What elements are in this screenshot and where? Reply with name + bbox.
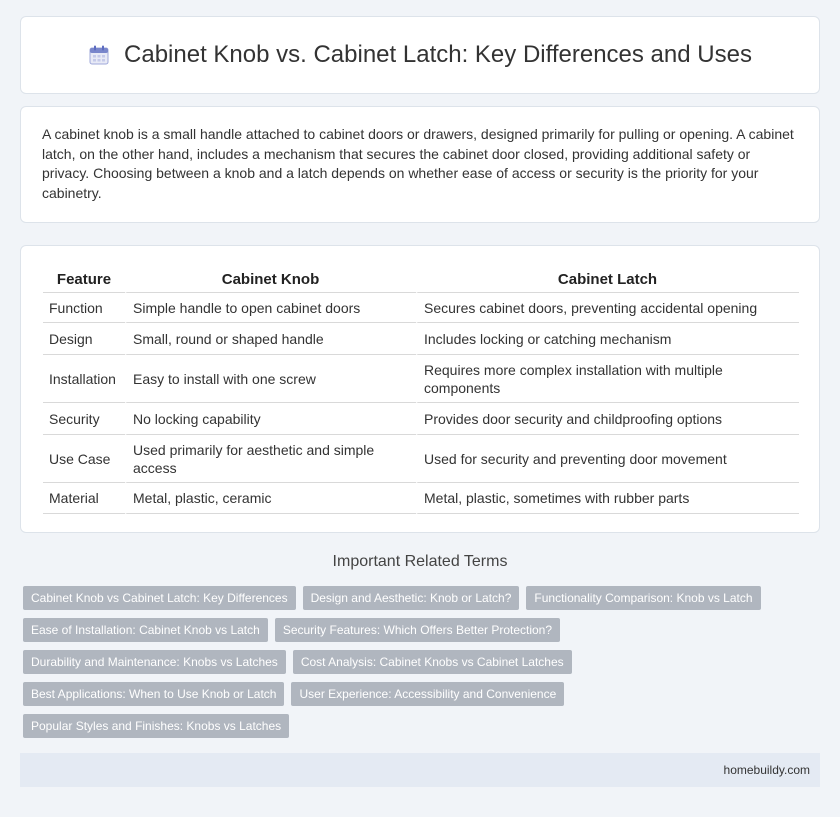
table-cell: Simple handle to open cabinet doors xyxy=(125,292,416,322)
related-tag[interactable]: Durability and Maintenance: Knobs vs Latches xyxy=(23,650,286,674)
related-tag[interactable]: Cabinet Knob vs Cabinet Latch: Key Differences xyxy=(23,586,296,610)
related-tag[interactable]: Design and Aesthetic: Knob or Latch? xyxy=(303,586,520,610)
table-cell: Provides door security and childproofing options xyxy=(416,402,799,434)
title-card xyxy=(20,16,820,94)
comparison-table xyxy=(43,266,799,514)
related-terms-tags xyxy=(23,586,823,746)
table-cell: Design xyxy=(43,322,125,354)
table-row xyxy=(43,402,799,434)
table-cell: Use Case xyxy=(43,434,125,482)
header-cabinet-knob: Cabinet Knob xyxy=(221,270,320,288)
table-header-row xyxy=(43,266,799,292)
related-tag[interactable]: Best Applications: When to Use Knob or Latch xyxy=(23,682,284,706)
table-cell: No locking capability xyxy=(125,402,416,434)
table-row xyxy=(43,354,799,402)
header-cabinet-latch: Cabinet Latch xyxy=(557,270,658,288)
table-cell: Function xyxy=(43,292,125,322)
related-terms-heading: Important Related Terms xyxy=(332,553,508,570)
table-cell: Easy to install with one screw xyxy=(125,354,416,402)
table-cell: Requires more complex installation with multiple components xyxy=(416,354,799,402)
page-title: Cabinet Knob vs. Cabinet Latch: Key Differences and Uses xyxy=(124,41,752,68)
table-cell: Used for security and preventing door movement xyxy=(416,434,799,482)
calendar-icon xyxy=(88,44,110,66)
related-tag[interactable]: Popular Styles and Finishes: Knobs vs Latches xyxy=(23,714,289,738)
intro-card xyxy=(20,106,820,223)
header-feature: Feature xyxy=(56,270,112,288)
comparison-table-card xyxy=(20,245,820,533)
table-cell: Used primarily for aesthetic and simple access xyxy=(125,434,416,482)
related-tag[interactable]: Ease of Installation: Cabinet Knob vs Latch xyxy=(23,618,268,642)
table-cell: Small, round or shaped handle xyxy=(125,322,416,354)
table-row xyxy=(43,322,799,354)
related-tag[interactable]: Functionality Comparison: Knob vs Latch xyxy=(526,586,760,610)
table-cell: Material xyxy=(43,482,125,514)
table-cell: Installation xyxy=(43,354,125,402)
related-tag[interactable]: Cost Analysis: Cabinet Knobs vs Cabinet Latches xyxy=(293,650,572,674)
table-cell: Metal, plastic, sometimes with rubber parts xyxy=(416,482,799,514)
footer-site-link[interactable]: homebuildy.com xyxy=(723,763,810,777)
table-row xyxy=(43,482,799,514)
intro-text: A cabinet knob is a small handle attached to cabinet doors or drawers, designed primarily for pulling or opening. A cabinet latch, on the other hand, includes a mechanism that secures the cabinet door closed, providing additional safety or privacy. Choosing between a knob and a latch depends on whether ease of access or security is the priority for your cabinetry. xyxy=(42,126,794,201)
related-tag[interactable]: User Experience: Accessibility and Convenience xyxy=(291,682,564,706)
table-cell: Security xyxy=(43,402,125,434)
footer xyxy=(20,753,820,787)
table-row xyxy=(43,434,799,482)
table-cell: Includes locking or catching mechanism xyxy=(416,322,799,354)
table-cell: Metal, plastic, ceramic xyxy=(125,482,416,514)
related-tag[interactable]: Security Features: Which Offers Better Protection? xyxy=(275,618,560,642)
table-row xyxy=(43,292,799,322)
table-cell: Secures cabinet doors, preventing accidental opening xyxy=(416,292,799,322)
